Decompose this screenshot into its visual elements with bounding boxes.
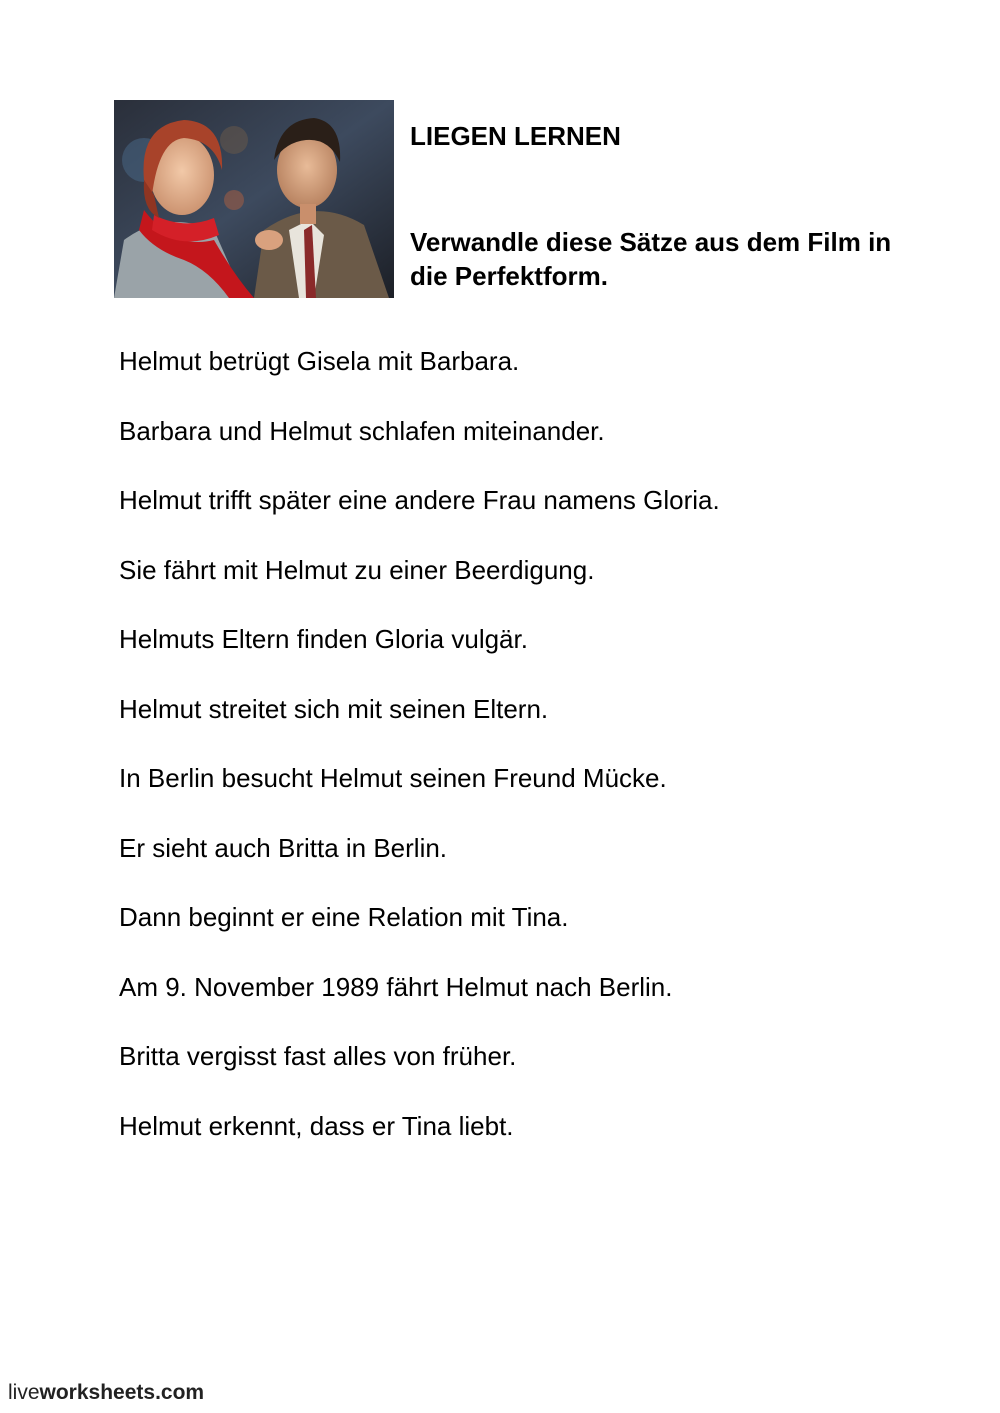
sentence-item: Dann beginnt er eine Relation mit Tina. xyxy=(119,902,569,932)
sentence-item: Helmuts Eltern finden Gloria vulgär. xyxy=(119,624,528,654)
worksheet-instruction: Verwandle diese Sätze aus dem Film in die Perfektform. xyxy=(410,227,892,291)
sentence-item: Barbara und Helmut schlafen miteinander. xyxy=(119,415,605,446)
sentence-list xyxy=(119,343,720,1177)
sentence-item: Britta vergisst fast alles von früher. xyxy=(119,1041,517,1071)
sentence-item: Sie fährt mit Helmut zu einer Beerdigung. xyxy=(119,554,595,585)
sentence-item: Er sieht auch Britta in Berlin. xyxy=(119,832,448,863)
sentence-item: Helmut erkennt, dass er Tina liebt. xyxy=(119,1110,514,1141)
sentence-item: In Berlin besucht Helmut seinen Freund Mücke. xyxy=(119,763,667,793)
sentence-item: Am 9. November 1989 fährt Helmut nach Berlin. xyxy=(119,971,673,1002)
liveworksheets-logo xyxy=(8,1380,204,1406)
film-still-image xyxy=(114,100,394,298)
sentence-item: Helmut trifft später eine andere Frau namens Gloria. xyxy=(119,485,720,515)
worksheet-title: LIEGEN LERNEN xyxy=(410,121,621,151)
sentence-item: Helmut streitet sich mit seinen Eltern. xyxy=(119,693,549,724)
sentence-item: Helmut betrügt Gisela mit Barbara. xyxy=(119,346,520,376)
logo-light-part: live xyxy=(8,1381,40,1404)
logo-bold-part: worksheets.com xyxy=(39,1381,205,1404)
